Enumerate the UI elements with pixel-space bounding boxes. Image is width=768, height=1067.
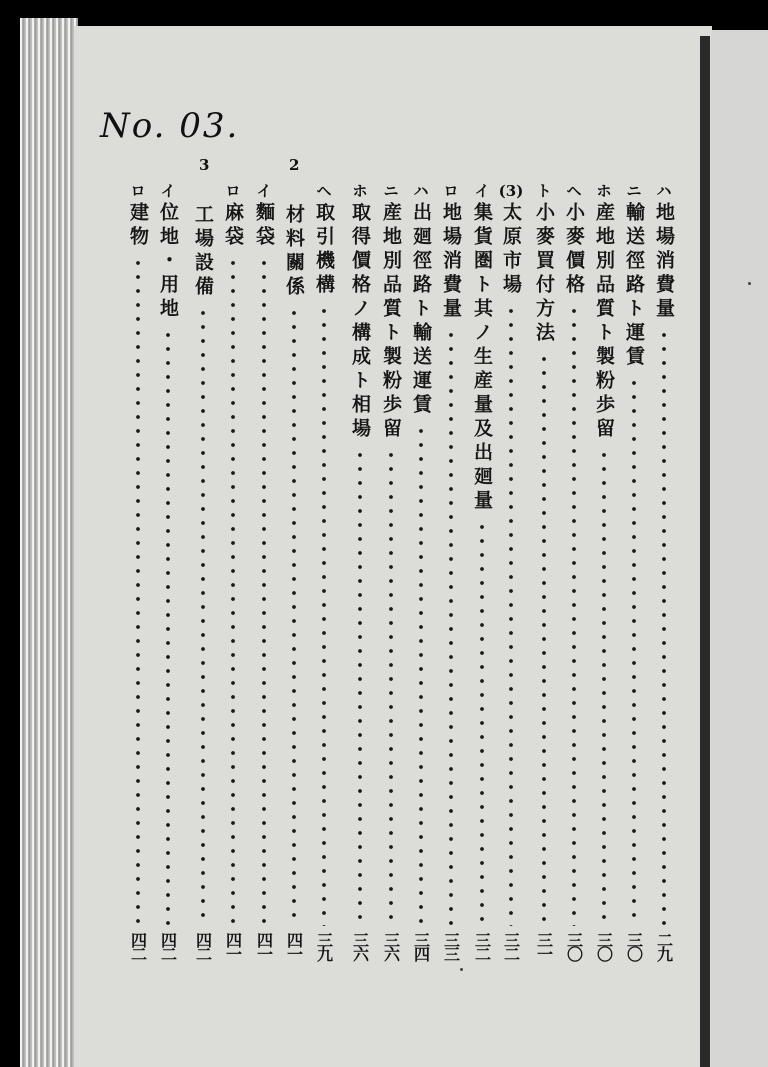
toc-entry-title: 産地別品質ト製粉歩留: [593, 202, 615, 442]
toc-entry-title: 産地別品質ト製粉歩留: [380, 202, 402, 442]
toc-entry-page: 三三: [441, 932, 461, 960]
toc-entry-marker: イ: [160, 182, 176, 200]
toc-entry-page: 二九: [654, 932, 674, 960]
dot-leader: [321, 304, 327, 926]
toc-entry-page: 四二: [128, 932, 148, 960]
toc-entry-page: 三六: [350, 932, 370, 960]
page-number: No. 03.: [100, 106, 240, 146]
toc-entry-page: 三二: [501, 932, 521, 960]
dot-leader: [135, 256, 141, 926]
dot-leader: [571, 304, 577, 926]
dot-leader: [418, 424, 424, 926]
facing-page-edge: [711, 30, 768, 1067]
toc-entry: [589, 180, 619, 960]
dot-leader: [388, 448, 394, 926]
toc-entry: [436, 180, 466, 960]
toc-entry-title: 小麥買付方法: [533, 202, 555, 346]
dot-leader: [479, 520, 485, 926]
toc-entry-marker: ロ: [443, 182, 459, 200]
toc-entry-title: 建物: [127, 202, 149, 250]
toc-entry-title: 集貨圏ト其ノ生産量及出廻量: [471, 202, 493, 514]
toc-entry-title: 地場消費量: [440, 202, 462, 322]
toc-entry-marker: イ: [474, 182, 490, 200]
toc-entry: [249, 180, 279, 960]
toc-entry: [309, 180, 339, 960]
toc-entry-marker: ロ: [225, 182, 241, 200]
toc-entry-marker: ハ: [413, 182, 429, 200]
toc-entry-marker: ニ: [626, 182, 642, 200]
toc-entry-page: 四一: [284, 932, 304, 960]
toc-entry-title: 太原市場: [500, 202, 522, 298]
paper-speck: [460, 968, 463, 971]
toc-entry-title: 材料關係: [283, 204, 305, 300]
book-spine-left: [20, 18, 78, 1067]
toc-entry-marker: ホ: [596, 182, 612, 200]
toc-entry-title: 麵袋: [253, 202, 275, 250]
toc-entry: [529, 180, 559, 960]
dot-leader: [631, 376, 637, 926]
toc-entry-marker: ト: [536, 182, 552, 200]
toc-entry-title: 位地・用地: [157, 202, 179, 322]
toc-entry-page: 三〇: [564, 932, 584, 960]
toc-entry: [188, 204, 218, 960]
toc-entry: [559, 180, 589, 960]
dot-leader: [541, 352, 547, 926]
toc-entry: [345, 180, 375, 960]
toc-entry-page: 四一: [223, 932, 243, 960]
dot-leader: [165, 328, 171, 926]
toc-entry-page: 三〇: [624, 932, 644, 960]
toc-entry-title: 小麥價格: [563, 202, 585, 298]
section-number-3: 3: [199, 156, 210, 174]
toc-entry-marker: ヘ: [316, 182, 332, 200]
toc-entry-marker: ロ: [130, 182, 146, 200]
dot-leader: [291, 306, 297, 926]
toc-entry-title: 工場設備: [192, 204, 214, 300]
toc-entry-title: 地場消費量: [653, 202, 675, 322]
section-number-2: 2: [289, 156, 300, 174]
dot-leader: [508, 304, 514, 926]
toc-entry-marker: イ: [256, 182, 272, 200]
dot-leader: [230, 256, 236, 926]
dot-leader: [200, 306, 206, 926]
toc-entry-title: 麻袋: [222, 202, 244, 250]
toc-entry-page: 四一: [254, 932, 274, 960]
toc-entry: [619, 180, 649, 960]
toc-entry-title: 取引機構: [313, 202, 335, 298]
toc-entry-title: 輸送徑路ト運賃: [623, 202, 645, 370]
toc-entry: [496, 180, 526, 960]
toc-entry-page: 三〇: [594, 932, 614, 960]
dot-leader: [448, 328, 454, 926]
toc-entry: [376, 180, 406, 960]
toc-entry-page: 三四: [411, 932, 431, 960]
dot-leader: [261, 256, 267, 926]
toc-entry: [123, 180, 153, 960]
toc-entry-marker: ホ: [352, 182, 368, 200]
toc-entry: [218, 180, 248, 960]
paper-speck: [748, 282, 751, 285]
toc-entry: [649, 180, 679, 960]
toc-entry: [467, 180, 497, 960]
toc-entry-title: 取得價格ノ構成ト相場: [349, 202, 371, 442]
toc-entry-page: 三一: [534, 932, 554, 960]
dot-leader: [357, 448, 363, 926]
toc-entry: [279, 204, 309, 960]
dot-leader: [661, 328, 667, 926]
toc-entry-marker: ハ: [656, 182, 672, 200]
toc-entry-marker: (3): [498, 182, 524, 200]
toc-entry-page: 三六: [381, 932, 401, 960]
book-gutter-right: [700, 36, 710, 1067]
toc-entry-page: 三二: [472, 932, 492, 960]
dot-leader: [601, 448, 607, 926]
toc-entry-page: 三九: [314, 932, 334, 960]
toc-entry-page: 四二: [193, 932, 213, 960]
toc-entry-marker: ニ: [383, 182, 399, 200]
toc-entry-title: 出廻徑路ト輸送運賃: [410, 202, 432, 418]
toc-entry-page: 四二: [158, 932, 178, 960]
toc-entry-marker: ヘ: [566, 182, 582, 200]
toc-entry: [406, 180, 436, 960]
toc-entry: [153, 180, 183, 960]
